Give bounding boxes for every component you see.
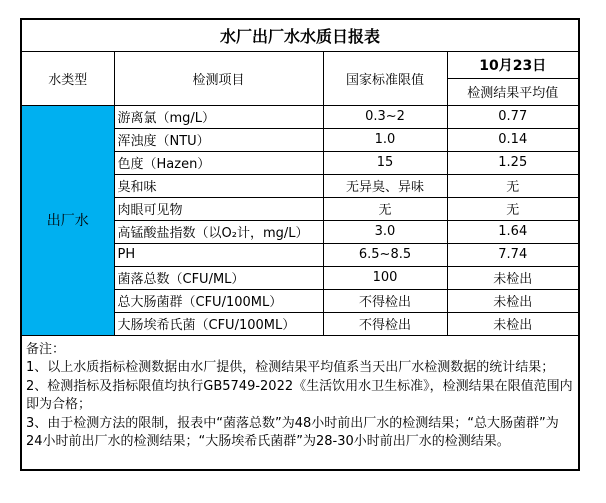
header-result-average: 检测结果平均值 (447, 78, 579, 105)
table-row (21, 105, 579, 128)
notes-label: 备注： (26, 341, 66, 357)
note-line-1: 1、以上水质指标检测数据由水厂提供，检测结果平均值系当天出厂水检测数据的统计结果； (26, 360, 555, 375)
header-test-item: 检测项目 (114, 51, 323, 105)
report-table (20, 18, 580, 471)
water-type-cell: 出厂水 (21, 105, 114, 335)
report-title: 水厂出厂水水质日报表 (21, 19, 579, 51)
note-line-3: 3、由于检测方法的限制，报表中“菌落总数”为48小时前出厂水的检测结果；“总大肠菌群”为24小时前出厂水的检测结果；“大肠埃希氏菌群”为28-30小时前出厂水的检测结果。 (26, 415, 559, 449)
row-item: 大肠埃希氏菌（CFU/100ML） (114, 312, 323, 335)
row-result: 无 (447, 174, 579, 197)
row-result: 无 (447, 197, 579, 220)
row-item: 臭和味 (114, 174, 323, 197)
row-item: 浑浊度（NTU） (114, 128, 323, 151)
row-limit: 无异臭、异味 (323, 174, 447, 197)
row-item: PH (114, 243, 323, 266)
header-national-standard-limit: 国家标准限值 (323, 51, 447, 105)
notes-cell (21, 335, 579, 470)
row-result: 未检出 (447, 289, 579, 312)
row-result: 0.14 (447, 128, 579, 151)
row-limit: 不得检出 (323, 289, 447, 312)
row-limit: 100 (323, 266, 447, 289)
row-result: 1.64 (447, 220, 579, 243)
row-item: 肉眼可见物 (114, 197, 323, 220)
row-item: 色度（Hazen） (114, 151, 323, 174)
row-limit: 6.5~8.5 (323, 243, 447, 266)
row-limit: 3.0 (323, 220, 447, 243)
row-item: 高锰酸盐指数（以O₂计，mg/L） (114, 220, 323, 243)
note-line-2: 2、检测指标及指标限值均执行GB5749-2022《生活饮用水卫生标准》，检测结果在限值范围内即为合格； (26, 378, 573, 412)
row-limit: 无 (323, 197, 447, 220)
row-item: 游离氯（mg/L） (114, 105, 323, 128)
row-result: 0.77 (447, 105, 579, 128)
row-result: 未检出 (447, 312, 579, 335)
row-result: 7.74 (447, 243, 579, 266)
row-limit: 1.0 (323, 128, 447, 151)
row-result: 未检出 (447, 266, 579, 289)
row-limit: 15 (323, 151, 447, 174)
row-limit: 不得检出 (323, 312, 447, 335)
row-item: 菌落总数（CFU/ML） (114, 266, 323, 289)
water-quality-report (20, 18, 580, 471)
header-date: 10月23日 (447, 51, 579, 78)
row-result: 1.25 (447, 151, 579, 174)
row-item: 总大肠菌群（CFU/100ML） (114, 289, 323, 312)
header-water-type: 水类型 (21, 51, 114, 105)
row-limit: 0.3~2 (323, 105, 447, 128)
